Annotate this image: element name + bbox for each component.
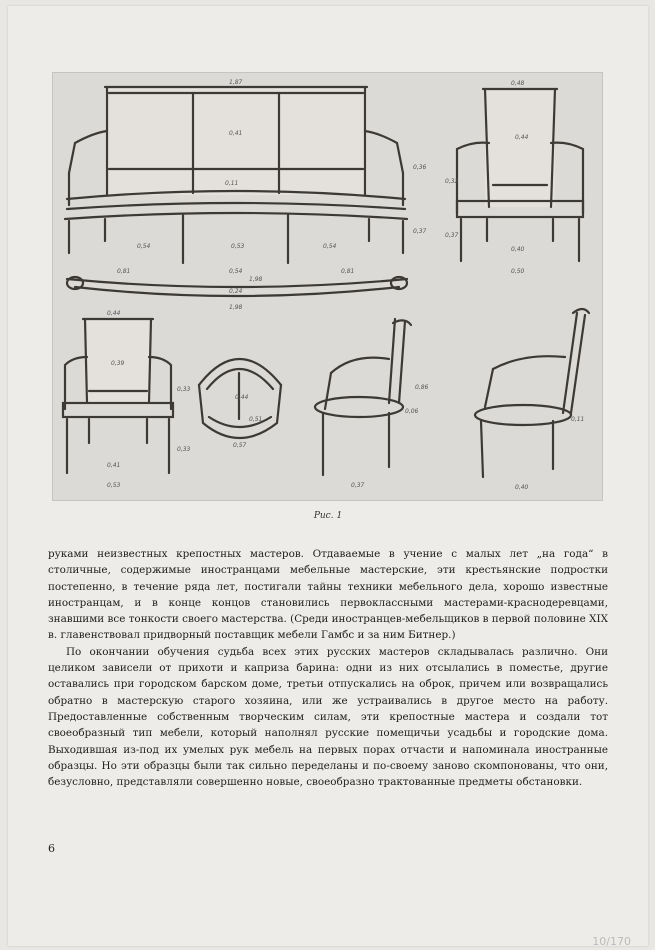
dim-side1-seat: 0,06 bbox=[405, 408, 419, 415]
page-number: 6 bbox=[48, 842, 55, 855]
dim-arm2-back: 0,39 bbox=[111, 360, 125, 367]
dim-sofa-seat: 0,11 bbox=[225, 180, 239, 187]
dim-round-w: 0,51 bbox=[249, 416, 263, 423]
armchair-side2-drawing bbox=[475, 309, 589, 477]
furniture-drawing bbox=[53, 73, 602, 500]
dim-side1-h: 0,86 bbox=[415, 384, 429, 391]
dim-sofa-span2: 0,53 bbox=[231, 243, 245, 250]
book-page bbox=[8, 6, 648, 946]
paragraph-1: руками неизвестных крепостных мастеров. Отдаваемые в учение с малых лет „на года“ в столичные, содержимые иностранцами мебельные мастерские, эти крестьянские подростки постепенно, в течение ряда лет, постигали тайны техники мебельного дела, хорошо известные иностранцам, и в конце концов становились первоклассными мастерами-краснодеревцами, знавшими все тонкости своего мастерства. (Среди иностранцев-мебельщиков в первой половине XIX в. главенствовал придворный поставщик мебели Гамбс и за ним Битнер.) bbox=[48, 548, 608, 642]
dim-side1-base: 0,37 bbox=[351, 482, 365, 489]
furniture-plate bbox=[52, 72, 603, 501]
figure-caption: Рис. 1 bbox=[313, 511, 343, 521]
dim-arm1-h2: 0,37 bbox=[445, 232, 459, 239]
dim-sofa-bot2: 0,54 bbox=[229, 268, 243, 275]
paragraph-2: По окончании обучения судьба всех этих русских мастеров складывалась различно. Они целиком зависели от прихоти и каприза барина: одни из них отсылались в поместье, другие оставались при городском барском доме, третьи отпускались на оброк, причем или возвращались обратно в мастерскую старого хозяина, или же устраивались в другое место на работу. Предоставленные собственным творческим силам, эти крепостные мастера и создали тот своеобразный тип мебели, который наполнял русские помещичьи усадьбы и городские дома. Выходившая из-под их умелых рук мебель на первых порах отчасти и напоминала иностранные образцы. Но эти образцы были так сильно переделаны и по-своему заново скомпонованы, что они, безусловно, представляли совершенно новые, своеобразно трактованные предметы обстановки. bbox=[48, 645, 608, 789]
dim-round-h: 0,44 bbox=[235, 394, 249, 401]
dim-arm2-seat: 0,41 bbox=[107, 462, 121, 469]
dim-sofa-leg: 0,37 bbox=[413, 228, 427, 235]
dim-arm2-h2: 0,33 bbox=[177, 446, 191, 453]
sofa-drawing bbox=[65, 87, 407, 296]
dim-sofa-height: 0,36 bbox=[413, 164, 427, 171]
dim-side2-h: 0,11 bbox=[571, 416, 585, 423]
dim-round-d: 0,57 bbox=[233, 442, 247, 449]
dim-plan-width: 1,98 bbox=[249, 276, 263, 283]
dim-sofa-span3: 0,54 bbox=[323, 243, 337, 250]
armchair-small-drawing bbox=[63, 319, 173, 473]
dim-plan-mid: 0,24 bbox=[229, 288, 243, 295]
dim-sofa-bot3: 0,81 bbox=[341, 268, 355, 275]
body-text bbox=[48, 546, 608, 790]
dim-side2-base: 0,40 bbox=[515, 484, 529, 491]
armchair-side-drawing bbox=[315, 319, 411, 475]
viewer-page-counter: 10/170 bbox=[592, 935, 631, 948]
armchair-front-drawing bbox=[457, 89, 583, 261]
dim-arm2-base: 0,53 bbox=[107, 482, 121, 489]
dim-arm2-h1: 0,33 bbox=[177, 386, 191, 393]
dim-arm1-top: 0,48 bbox=[511, 80, 525, 87]
dim-arm1-base: 0,50 bbox=[511, 268, 525, 275]
dim-sofa-span1: 0,54 bbox=[137, 243, 151, 250]
dim-arm1-h1: 0,32 bbox=[445, 178, 459, 185]
dim-plan-bottom: 1,98 bbox=[229, 304, 243, 311]
dim-sofa-width: 1,87 bbox=[229, 79, 243, 86]
dim-arm1-seat: 0,40 bbox=[511, 246, 525, 253]
dim-sofa-back: 0,41 bbox=[229, 130, 243, 137]
dim-arm2-top: 0,44 bbox=[107, 310, 121, 317]
dim-arm1-back: 0,44 bbox=[515, 134, 529, 141]
dim-sofa-bot1: 0,81 bbox=[117, 268, 131, 275]
